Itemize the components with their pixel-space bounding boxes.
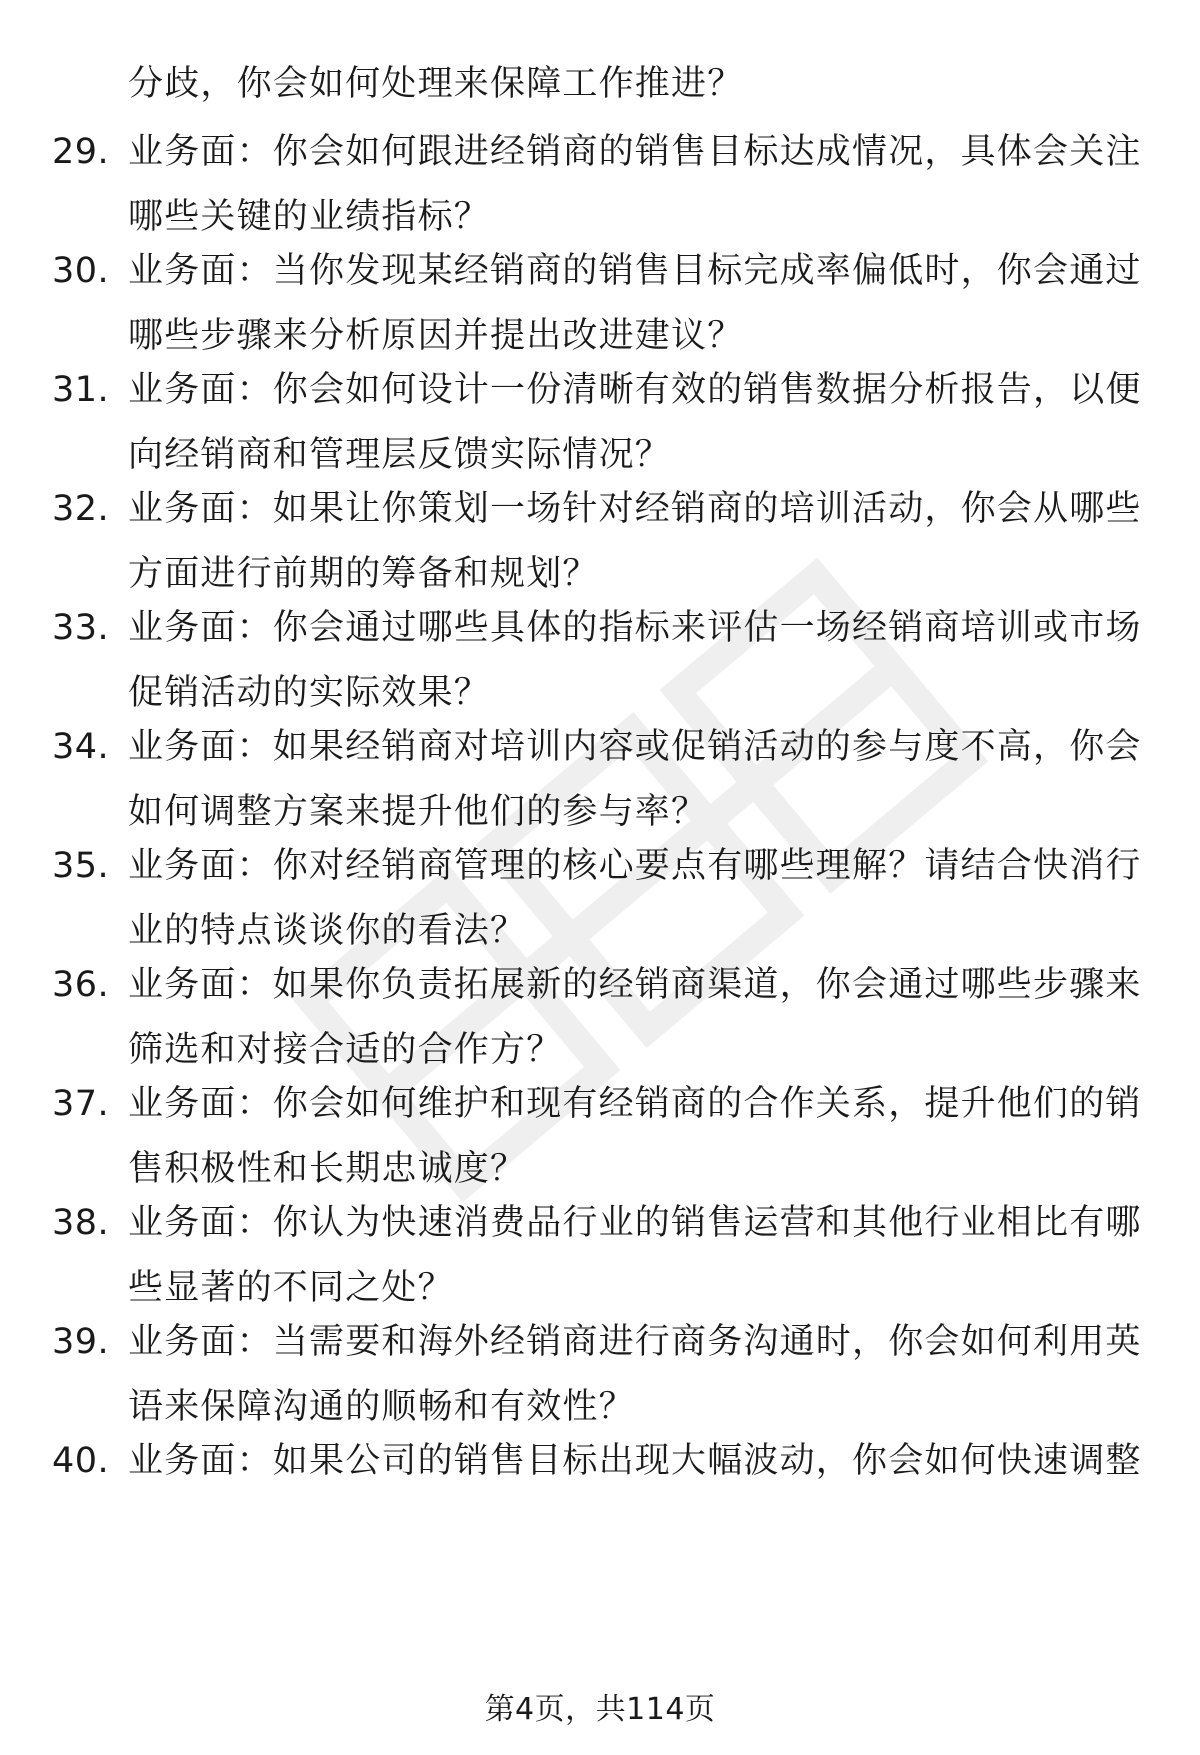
item-text-line1: 业务面：如果公司的销售目标出现大幅波动，你会如何快速调整	[128, 1441, 1142, 1481]
item-text-line2: 向经销商和管理层反馈实际情况？	[128, 435, 672, 475]
item-number: 34.	[52, 727, 110, 767]
item-text-line1: 业务面：当你发现某经销商的销售目标完成率偏低时，你会通过	[128, 251, 1142, 291]
item-number: 40.	[52, 1441, 110, 1481]
item-number: 33.	[52, 608, 110, 648]
item-text-line1: 业务面：你会如何跟进经销商的销售目标达成情况，具体会关注	[128, 132, 1142, 172]
item-text-line2: 方面进行前期的筹备和规划？	[128, 554, 599, 594]
item-text-line2: 如何调整方案来提升他们的参与率？	[128, 792, 708, 832]
item-text-line2: 促销活动的实际效果？	[128, 673, 491, 713]
item-text-line1: 业务面：你会通过哪些具体的指标来评估一场经销商培训或市场	[128, 608, 1142, 648]
page-footer: 第4页，共114页	[484, 1692, 716, 1727]
item-text-line2: 哪些关键的业绩指标？	[128, 197, 491, 237]
item-number: 31.	[52, 370, 110, 410]
item-text-line1: 业务面：当需要和海外经销商进行商务沟通时，你会如何利用英	[128, 1322, 1142, 1362]
item-text-line1: 业务面：如果你负责拓展新的经销商渠道，你会通过哪些步骤来	[128, 965, 1142, 1005]
item-number: 37.	[52, 1084, 110, 1124]
item-text-line2: 些显著的不同之处？	[128, 1268, 454, 1308]
continuation-text: 分歧，你会如何处理来保障工作推进？	[128, 64, 744, 104]
item-text-line1: 业务面：你会如何设计一份清晰有效的销售数据分析报告，以便	[128, 370, 1142, 410]
item-text-line1: 业务面：你会如何维护和现有经销商的合作关系，提升他们的销	[128, 1084, 1142, 1124]
item-number: 29.	[52, 132, 110, 172]
item-text-line2: 筛选和对接合适的合作方？	[128, 1030, 563, 1070]
item-text-line2: 业的特点谈谈你的看法？	[128, 911, 527, 951]
item-number: 38.	[52, 1203, 110, 1243]
item-number: 35.	[52, 846, 110, 886]
item-text-line1: 业务面：你对经销商管理的核心要点有哪些理解？请结合快消行	[128, 846, 1142, 886]
item-text-line2: 售积极性和长期忠诚度？	[128, 1149, 527, 1189]
item-number: 36.	[52, 965, 110, 1005]
item-number: 32.	[52, 489, 110, 529]
item-text-line1: 业务面：如果让你策划一场针对经销商的培训活动，你会从哪些	[128, 489, 1142, 529]
item-text-line2: 语来保障沟通的顺畅和有效性？	[128, 1387, 635, 1427]
item-number: 30.	[52, 251, 110, 291]
item-number: 39.	[52, 1322, 110, 1362]
item-text-line1: 业务面：你认为快速消费品行业的销售运营和其他行业相比有哪	[128, 1203, 1142, 1243]
item-text-line1: 业务面：如果经销商对培训内容或促销活动的参与度不高，你会	[128, 727, 1142, 767]
item-text-line2: 哪些步骤来分析原因并提出改进建议？	[128, 316, 744, 356]
